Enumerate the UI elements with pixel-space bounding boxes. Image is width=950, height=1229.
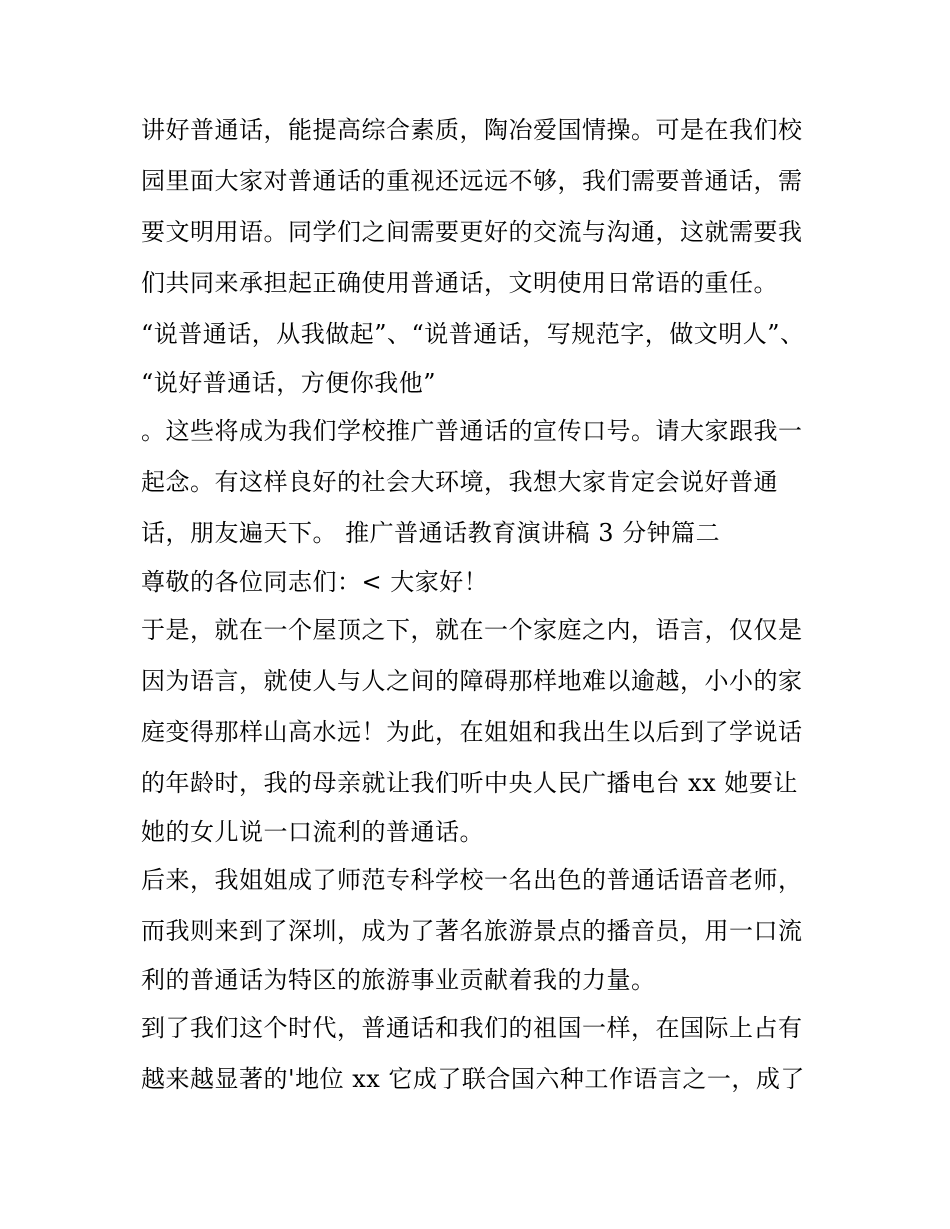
text-line: 她的女儿说一口流利的普通话。 (141, 818, 484, 846)
text-line: 而我则来到了深圳，成为了著名旅游景点的播音员，用一口流 (141, 917, 803, 945)
text-line: 后来，我姐姐成了师范专科学校一名出色的普通话语音老师， (141, 866, 803, 894)
text-line: 于是，就在一个屋顶之下，就在一个家庭之内，语言，仅仅是 (141, 616, 803, 644)
text-line: 话，朋友遍天下。 推广普通话教育演讲稿 3 分钟篇二 (141, 519, 721, 547)
text-line: 要文明用语。同学们之间需要更好的交流与沟通，这就需要我 (141, 218, 803, 246)
text-line: 利的普通话为特区的旅游事业贡献着我的力量。 (141, 966, 656, 994)
text-line: 们共同来承担起正确使用普通话，文明使用日常语的重任。 (141, 269, 778, 297)
text-line: 到了我们这个时代，普通话和我们的祖国一样，在国际上占有 (141, 1014, 803, 1042)
document-body (141, 105, 831, 1105)
text-line: “说普通话，从我做起”、“说普通话，写规范字，做文明人”、 (141, 320, 805, 348)
text-line: 因为语言，就使人与人之间的障碍那样地难以逾越，小小的家 (141, 667, 803, 695)
text-line: 讲好普通话，能提高综合素质，陶冶爱国情操。可是在我们校 (141, 116, 803, 144)
text-line: 庭变得那样山高水远！为此，在姐姐和我出生以后到了学说话 (141, 718, 803, 746)
text-line: 的年龄时，我的母亲就让我们听中央人民广播电台 xx 她要让 (141, 769, 798, 797)
text-line: 。这些将成为我们学校推广普通话的宣传口号。请大家跟我一 (141, 417, 803, 445)
text-line: 尊敬的各位同志们：< 大家好！ (141, 568, 489, 596)
text-line: 园里面大家对普通话的重视还远远不够，我们需要普通话，需 (141, 167, 803, 195)
text-line: “说好普通话，方便你我他” (141, 369, 437, 397)
text-line: 起念。有这样良好的社会大环境，我想大家肯定会说好普通 (141, 468, 778, 496)
text-line: 越来越显著的'地位 xx 它成了联合国六种工作语言之一，成了 (141, 1065, 805, 1093)
